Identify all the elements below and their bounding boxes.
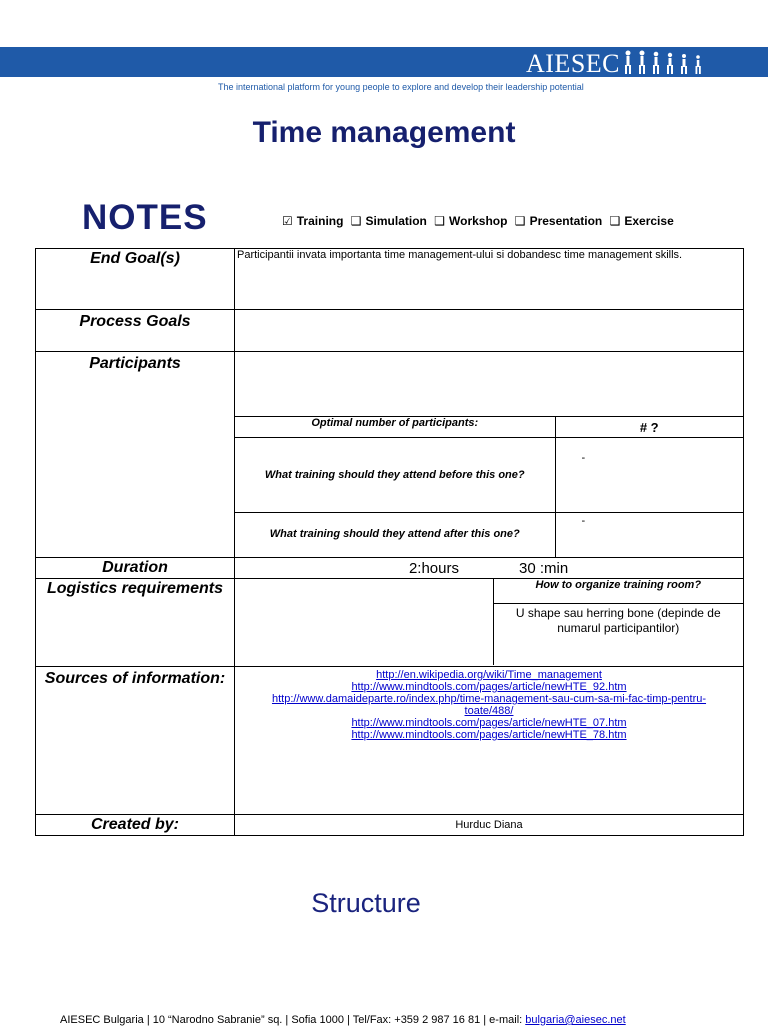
footer-contact <box>60 1014 626 1026</box>
end-goals-value[interactable]: Participantii invata importanta time management-ului si dobandesc time management skills. <box>235 249 744 310</box>
checkbox-training[interactable]: ☑ <box>282 214 293 228</box>
optimal-participants-label: Optimal number of participants: <box>235 417 555 438</box>
checkbox-simulation[interactable]: ❑ <box>350 214 362 228</box>
optimal-participants-value[interactable]: # ? <box>555 417 743 438</box>
checkbox-presentation[interactable]: ❑ <box>514 214 526 228</box>
people-figures-icon <box>622 49 722 75</box>
source-link[interactable]: http://en.wikipedia.org/wiki/Time_management <box>376 669 602 681</box>
after-training-label: What training should they attend after this one? <box>235 513 555 557</box>
logistics-value[interactable] <box>235 579 493 665</box>
footer-email-link[interactable]: bulgaria@aiesec.net <box>525 1014 626 1026</box>
before-training-value[interactable]: - <box>555 438 743 513</box>
notes-form-table <box>35 248 744 836</box>
after-training-value[interactable]: - <box>555 513 743 557</box>
type-simulation-label: Simulation <box>365 214 427 228</box>
source-link[interactable]: http://www.mindtools.com/pages/article/newHTE_92.htm <box>351 681 627 693</box>
aiesec-logo: AIESEC <box>526 49 620 78</box>
type-exercise-label: Exercise <box>624 214 674 228</box>
source-link[interactable]: http://www.mindtools.com/pages/article/newHTE_07.htm <box>351 717 627 729</box>
before-training-label: What training should they attend before this one? <box>235 438 555 513</box>
room-organization-value[interactable]: U shape sau herring bone (depinde de numarul participantilor) <box>493 603 743 665</box>
duration-label: Duration <box>36 558 235 579</box>
process-goals-label: Process Goals <box>36 310 235 352</box>
footer-address: AIESEC Bulgaria | 10 “Narodno Sabranie” sq. | Sofia 1000 | Tel/Fax: +359 2 987 16 81 | e-mail: <box>60 1014 526 1026</box>
source-link[interactable]: http://www.damaideparte.ro/index.php/time-management-sau-cum-sa-mi-fac-timp-pentru-toate/488/ <box>271 693 707 717</box>
source-link[interactable]: http://www.mindtools.com/pages/article/newHTE_78.htm <box>351 729 627 741</box>
structure-heading: Structure <box>311 888 421 918</box>
tagline: The international platform for young people to explore and develop their leadership potential <box>218 82 584 92</box>
session-type-options <box>282 214 678 228</box>
process-goals-value[interactable] <box>235 310 744 352</box>
created-by-label: Created by: <box>36 815 235 836</box>
duration-hours[interactable]: 2:hours <box>408 559 459 577</box>
participants-value[interactable] <box>235 352 743 416</box>
sources-label: Sources of information: <box>36 667 235 815</box>
type-presentation-label: Presentation <box>529 214 603 228</box>
page-title: Time management <box>252 116 516 149</box>
notes-heading: NOTES <box>82 198 208 237</box>
end-goals-label: End Goal(s) <box>36 249 235 310</box>
type-workshop-label: Workshop <box>449 214 508 228</box>
logistics-label: Logistics requirements <box>36 579 235 667</box>
participants-subtable <box>235 416 743 557</box>
room-organization-label: How to organize training room? <box>493 579 743 603</box>
participants-label: Participants <box>36 352 235 558</box>
type-training-label: Training <box>296 214 344 228</box>
created-by-value[interactable]: Hurduc Diana <box>235 815 744 836</box>
checkbox-workshop[interactable]: ❑ <box>434 214 445 228</box>
checkbox-exercise[interactable]: ❑ <box>609 214 621 228</box>
duration-minutes[interactable]: 30 :min <box>519 559 569 577</box>
logistics-subtable <box>235 579 743 665</box>
